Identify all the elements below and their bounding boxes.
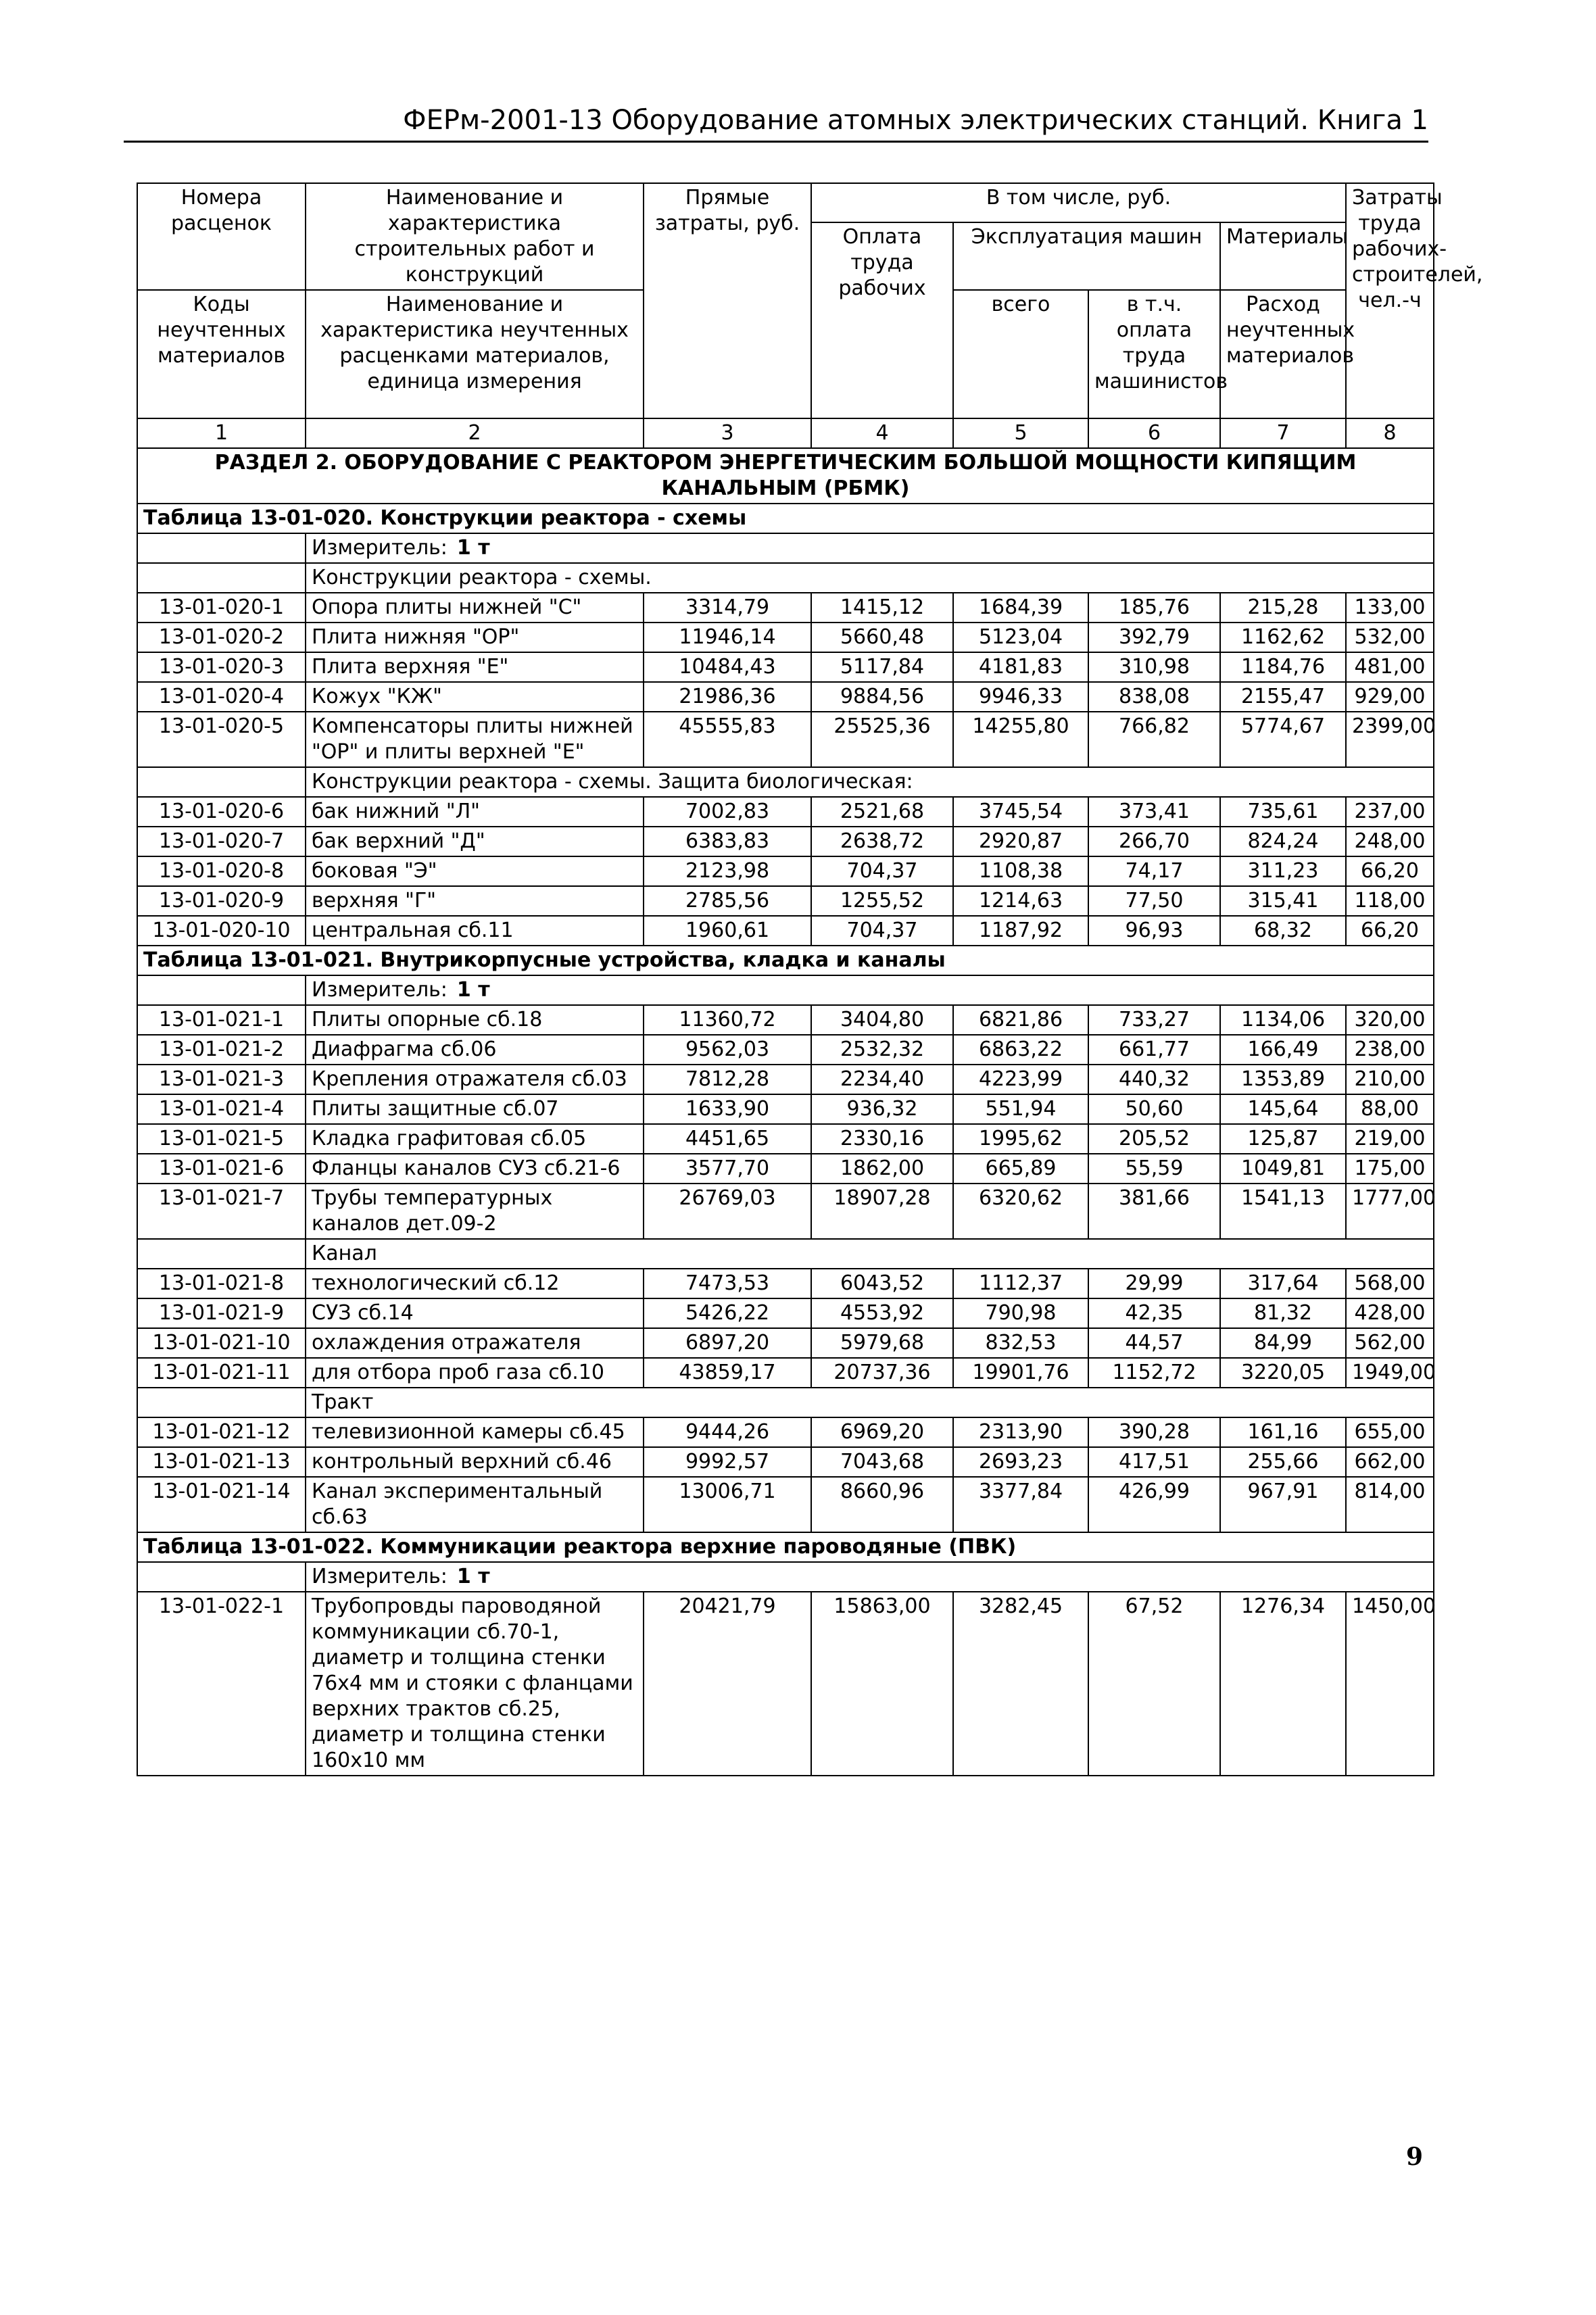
col-header-material-codes: Коды неучтенных материалов — [137, 290, 306, 418]
cell-wages: 1415,12 — [811, 593, 953, 623]
cell-work-name: Кожух "КЖ" — [306, 682, 644, 712]
cell-wages: 1862,00 — [811, 1154, 953, 1184]
cell-work-name: Опора плиты нижней "С" — [306, 593, 644, 623]
cell-machines-total: 1108,38 — [953, 856, 1088, 886]
cell-machines-total: 3282,45 — [953, 1592, 1088, 1776]
col-header-operator-wages: в т.ч. оплата труда машинистов — [1088, 290, 1220, 418]
cell-wages: 2330,16 — [811, 1124, 953, 1154]
cell-machines-total: 1187,92 — [953, 916, 1088, 946]
cell-machines-total: 3745,54 — [953, 797, 1088, 827]
cell-wages: 4553,92 — [811, 1298, 953, 1328]
cell-operator-wages: 426,99 — [1088, 1477, 1220, 1532]
cell-materials: 824,24 — [1220, 827, 1346, 856]
meter-label: Измеритель: — [312, 978, 448, 1002]
cell-direct-costs: 11946,14 — [644, 623, 811, 652]
cell-rate-code: 13-01-020-4 — [137, 682, 306, 712]
cell-labor: 133,00 — [1346, 593, 1434, 623]
group-label: Канал — [306, 1239, 1434, 1269]
cell-labor: 248,00 — [1346, 827, 1434, 856]
cell-work-name: телевизионной камеры сб.45 — [306, 1417, 644, 1447]
cell-work-name: охлаждения отражателя — [306, 1328, 644, 1358]
col-header-direct-costs: Прямые затраты, руб. — [644, 183, 811, 418]
cell-wages: 704,37 — [811, 856, 953, 886]
cell-work-name: Плиты опорные сб.18 — [306, 1005, 644, 1035]
table-title: Таблица 13-01-022. Коммуникации реактора верхние пароводяные (ПВК) — [137, 1532, 1434, 1562]
cell-rate-code: 13-01-021-8 — [137, 1269, 306, 1298]
group-label: Конструкции реактора - схемы. — [306, 563, 1434, 593]
cell-operator-wages: 733,27 — [1088, 1005, 1220, 1035]
cell-operator-wages: 381,66 — [1088, 1184, 1220, 1239]
table-row — [137, 652, 1434, 682]
cell-work-name: Трубы температурных каналов дет.09-2 — [306, 1184, 644, 1239]
cell-materials: 68,32 — [1220, 916, 1346, 946]
table-row — [137, 1592, 1434, 1776]
table-row — [137, 1035, 1434, 1065]
cell-wages: 6969,20 — [811, 1417, 953, 1447]
cell-wages: 704,37 — [811, 916, 953, 946]
cell-operator-wages: 185,76 — [1088, 593, 1220, 623]
cell-machines-total: 4181,83 — [953, 652, 1088, 682]
cell-wages: 2638,72 — [811, 827, 953, 856]
table-row — [137, 1417, 1434, 1447]
cell-direct-costs: 3314,79 — [644, 593, 811, 623]
meter-cell — [306, 975, 1434, 1005]
group-spacer — [137, 1239, 306, 1269]
meter-label: Измеритель: — [312, 536, 448, 560]
cell-labor: 1777,00 — [1346, 1184, 1434, 1239]
meter-cell — [306, 1562, 1434, 1592]
cell-direct-costs: 9562,03 — [644, 1035, 811, 1065]
cell-materials: 1353,89 — [1220, 1065, 1346, 1094]
cell-rate-code: 13-01-021-4 — [137, 1094, 306, 1124]
group-spacer — [137, 767, 306, 797]
cell-labor: 219,00 — [1346, 1124, 1434, 1154]
group-label: Тракт — [306, 1388, 1434, 1417]
cell-materials: 84,99 — [1220, 1328, 1346, 1358]
cell-rate-code: 13-01-020-6 — [137, 797, 306, 827]
cell-rate-code: 13-01-021-14 — [137, 1477, 306, 1532]
cell-materials: 1162,62 — [1220, 623, 1346, 652]
cell-labor: 662,00 — [1346, 1447, 1434, 1477]
cell-machines-total: 790,98 — [953, 1298, 1088, 1328]
meter-label: Измеритель: — [312, 1565, 448, 1588]
col-header-materials: Материалы — [1220, 222, 1346, 290]
table-row — [137, 1184, 1434, 1239]
cell-operator-wages: 838,08 — [1088, 682, 1220, 712]
cell-direct-costs: 7473,53 — [644, 1269, 811, 1298]
cell-direct-costs: 10484,43 — [644, 652, 811, 682]
cell-labor: 568,00 — [1346, 1269, 1434, 1298]
cell-materials: 3220,05 — [1220, 1358, 1346, 1388]
cell-machines-total: 2920,87 — [953, 827, 1088, 856]
cell-rate-code: 13-01-021-1 — [137, 1005, 306, 1035]
cell-labor: 428,00 — [1346, 1298, 1434, 1328]
column-number: 5 — [953, 418, 1088, 448]
cell-operator-wages: 55,59 — [1088, 1154, 1220, 1184]
meter-spacer — [137, 1562, 306, 1592]
cell-operator-wages: 392,79 — [1088, 623, 1220, 652]
col-header-wages: Оплата труда рабочих — [811, 222, 953, 418]
cell-work-name: Плита верхняя "Е" — [306, 652, 644, 682]
meter-unit: 1 т — [456, 536, 490, 560]
cell-machines-total: 6821,86 — [953, 1005, 1088, 1035]
cell-rate-code: 13-01-021-9 — [137, 1298, 306, 1328]
cell-labor: 66,20 — [1346, 856, 1434, 886]
cell-operator-wages: 417,51 — [1088, 1447, 1220, 1477]
cell-direct-costs: 6897,20 — [644, 1328, 811, 1358]
cell-work-name: Диафрагма сб.06 — [306, 1035, 644, 1065]
cell-wages: 2234,40 — [811, 1065, 953, 1094]
cell-operator-wages: 373,41 — [1088, 797, 1220, 827]
meter-spacer — [137, 975, 306, 1005]
cell-direct-costs: 7812,28 — [644, 1065, 811, 1094]
cell-machines-total: 665,89 — [953, 1154, 1088, 1184]
col-header-rate-numbers: Номера расценок — [137, 183, 306, 290]
cell-rate-code: 13-01-021-3 — [137, 1065, 306, 1094]
cell-labor: 237,00 — [1346, 797, 1434, 827]
col-header-material-name: Наименование и характеристика неучтенных расценками материалов, единица измерения — [306, 290, 644, 418]
cell-materials: 5774,67 — [1220, 712, 1346, 767]
cell-wages: 936,32 — [811, 1094, 953, 1124]
cell-materials: 255,66 — [1220, 1447, 1346, 1477]
cell-machines-total: 1214,63 — [953, 886, 1088, 916]
cell-machines-total: 1995,62 — [953, 1124, 1088, 1154]
cell-operator-wages: 440,32 — [1088, 1065, 1220, 1094]
table-row — [137, 1298, 1434, 1328]
cell-direct-costs: 2123,98 — [644, 856, 811, 886]
table-row — [137, 886, 1434, 916]
cell-materials: 317,64 — [1220, 1269, 1346, 1298]
cell-operator-wages: 42,35 — [1088, 1298, 1220, 1328]
group-row — [137, 563, 1434, 593]
table-row — [137, 1447, 1434, 1477]
table-row — [137, 1154, 1434, 1184]
meter-row — [137, 975, 1434, 1005]
cell-direct-costs: 1633,90 — [644, 1094, 811, 1124]
cell-direct-costs: 3577,70 — [644, 1154, 811, 1184]
cell-direct-costs: 7002,83 — [644, 797, 811, 827]
cell-work-name: бак нижний "Л" — [306, 797, 644, 827]
cell-operator-wages: 29,99 — [1088, 1269, 1220, 1298]
cell-operator-wages: 44,57 — [1088, 1328, 1220, 1358]
cell-materials: 161,16 — [1220, 1417, 1346, 1447]
cell-work-name: Компенсаторы плиты нижней "ОР" и плиты верхней "Е" — [306, 712, 644, 767]
col-header-labor: Затраты труда рабочих-строителей, чел.-ч — [1346, 183, 1434, 418]
table-title-row — [137, 504, 1434, 533]
table-row — [137, 712, 1434, 767]
group-row — [137, 1388, 1434, 1417]
table-row — [137, 1269, 1434, 1298]
cell-work-name: Трубопровды пароводяной коммуникации сб.70-1, диаметр и толщина стенки 76х4 мм и стояки с фланцами верхних трактов сб.25, диаметр и толщина стенки 160х10 мм — [306, 1592, 644, 1776]
column-number: 4 — [811, 418, 953, 448]
cell-materials: 215,28 — [1220, 593, 1346, 623]
cell-work-name: бак верхний "Д" — [306, 827, 644, 856]
table-row — [137, 1477, 1434, 1532]
cell-wages: 8660,96 — [811, 1477, 953, 1532]
cell-labor: 66,20 — [1346, 916, 1434, 946]
cell-direct-costs: 4451,65 — [644, 1124, 811, 1154]
cell-operator-wages: 67,52 — [1088, 1592, 1220, 1776]
table-row — [137, 1005, 1434, 1035]
cell-labor: 118,00 — [1346, 886, 1434, 916]
cell-materials: 1541,13 — [1220, 1184, 1346, 1239]
meter-spacer — [137, 533, 306, 563]
meter-row — [137, 533, 1434, 563]
cell-labor: 1450,00 — [1346, 1592, 1434, 1776]
cell-work-name: технологический сб.12 — [306, 1269, 644, 1298]
cell-operator-wages: 74,17 — [1088, 856, 1220, 886]
price-table — [137, 182, 1483, 1776]
section-title: РАЗДЕЛ 2. ОБОРУДОВАНИЕ С РЕАКТОРОМ ЭНЕРГЕТИЧЕСКИМ БОЛЬШОЙ МОЩНОСТИ КИПЯЩИМ КАНАЛЬНЫМ (РБМК) — [137, 448, 1434, 504]
cell-rate-code: 13-01-020-9 — [137, 886, 306, 916]
cell-wages: 2532,32 — [811, 1035, 953, 1065]
cell-wages: 25525,36 — [811, 712, 953, 767]
table-row — [137, 1328, 1434, 1358]
table-row — [137, 1094, 1434, 1124]
cell-direct-costs: 6383,83 — [644, 827, 811, 856]
group-row — [137, 767, 1434, 797]
column-number: 6 — [1088, 418, 1220, 448]
table-row — [137, 797, 1434, 827]
cell-rate-code: 13-01-021-11 — [137, 1358, 306, 1388]
cell-labor: 532,00 — [1346, 623, 1434, 652]
cell-work-name: центральная сб.11 — [306, 916, 644, 946]
cell-direct-costs: 26769,03 — [644, 1184, 811, 1239]
cell-rate-code: 13-01-021-2 — [137, 1035, 306, 1065]
cell-rate-code: 13-01-022-1 — [137, 1592, 306, 1776]
cell-labor: 88,00 — [1346, 1094, 1434, 1124]
cell-work-name: контрольный верхний сб.46 — [306, 1447, 644, 1477]
column-number: 1 — [137, 418, 306, 448]
cell-wages: 3404,80 — [811, 1005, 953, 1035]
cell-machines-total: 1112,37 — [953, 1269, 1088, 1298]
cell-direct-costs: 2785,56 — [644, 886, 811, 916]
cell-direct-costs: 43859,17 — [644, 1358, 811, 1388]
cell-direct-costs: 9444,26 — [644, 1417, 811, 1447]
cell-wages: 15863,00 — [811, 1592, 953, 1776]
cell-labor: 655,00 — [1346, 1417, 1434, 1447]
table-row — [137, 827, 1434, 856]
cell-operator-wages: 205,52 — [1088, 1124, 1220, 1154]
cell-direct-costs: 21986,36 — [644, 682, 811, 712]
column-number: 7 — [1220, 418, 1346, 448]
cell-materials: 166,49 — [1220, 1035, 1346, 1065]
cell-materials: 735,61 — [1220, 797, 1346, 827]
cell-labor: 562,00 — [1346, 1328, 1434, 1358]
column-numbers-row — [137, 418, 1434, 448]
cell-wages: 7043,68 — [811, 1447, 953, 1477]
column-number: 2 — [306, 418, 644, 448]
table-row — [137, 623, 1434, 652]
column-number: 3 — [644, 418, 811, 448]
cell-materials: 1134,06 — [1220, 1005, 1346, 1035]
cell-labor: 481,00 — [1346, 652, 1434, 682]
group-spacer — [137, 1388, 306, 1417]
cell-materials: 1184,76 — [1220, 652, 1346, 682]
cell-materials: 1049,81 — [1220, 1154, 1346, 1184]
table-title-row — [137, 946, 1434, 975]
cell-rate-code: 13-01-021-6 — [137, 1154, 306, 1184]
meter-unit: 1 т — [456, 978, 490, 1002]
page-header: ФЕРм-2001-13 Оборудование атомных электрических станций. Книга 1 — [124, 103, 1428, 143]
table-row — [137, 856, 1434, 886]
cell-operator-wages: 390,28 — [1088, 1417, 1220, 1447]
cell-work-name: верхняя "Г" — [306, 886, 644, 916]
cell-machines-total: 4223,99 — [953, 1065, 1088, 1094]
col-header-machines-total: всего — [953, 290, 1088, 418]
cell-labor: 929,00 — [1346, 682, 1434, 712]
cell-operator-wages: 266,70 — [1088, 827, 1220, 856]
cell-operator-wages: 77,50 — [1088, 886, 1220, 916]
table-title-row — [137, 1532, 1434, 1562]
cell-machines-total: 9946,33 — [953, 682, 1088, 712]
cell-direct-costs: 45555,83 — [644, 712, 811, 767]
cell-direct-costs: 20421,79 — [644, 1592, 811, 1776]
cell-work-name: боковая "Э" — [306, 856, 644, 886]
cell-operator-wages: 1152,72 — [1088, 1358, 1220, 1388]
cell-wages: 5979,68 — [811, 1328, 953, 1358]
cell-work-name: Плита нижняя "ОР" — [306, 623, 644, 652]
cell-work-name: СУЗ сб.14 — [306, 1298, 644, 1328]
cell-labor: 2399,00 — [1346, 712, 1434, 767]
cell-rate-code: 13-01-021-10 — [137, 1328, 306, 1358]
meter-cell — [306, 533, 1434, 563]
cell-operator-wages: 310,98 — [1088, 652, 1220, 682]
cell-rate-code: 13-01-020-3 — [137, 652, 306, 682]
col-header-material-use: Расход неучтенных материалов — [1220, 290, 1346, 418]
cell-machines-total: 2693,23 — [953, 1447, 1088, 1477]
cell-materials: 1276,34 — [1220, 1592, 1346, 1776]
cell-materials: 2155,47 — [1220, 682, 1346, 712]
cell-work-name: Канал экспериментальный сб.63 — [306, 1477, 644, 1532]
col-header-work-name: Наименование и характеристика строительных работ и конструкций — [306, 183, 644, 290]
cell-work-name: Крепления отражателя сб.03 — [306, 1065, 644, 1094]
cell-machines-total: 19901,76 — [953, 1358, 1088, 1388]
cell-operator-wages: 50,60 — [1088, 1094, 1220, 1124]
cell-wages: 2521,68 — [811, 797, 953, 827]
cell-machines-total: 1684,39 — [953, 593, 1088, 623]
cell-labor: 814,00 — [1346, 1477, 1434, 1532]
cell-wages: 20737,36 — [811, 1358, 953, 1388]
cell-wages: 5660,48 — [811, 623, 953, 652]
col-header-including: В том числе, руб. — [811, 183, 1346, 222]
meter-row — [137, 1562, 1434, 1592]
cell-direct-costs: 5426,22 — [644, 1298, 811, 1328]
cell-machines-total: 6320,62 — [953, 1184, 1088, 1239]
col-header-machines: Эксплуатация машин — [953, 222, 1220, 290]
table-title: Таблица 13-01-020. Конструкции реактора - схемы — [137, 504, 1434, 533]
cell-wages: 18907,28 — [811, 1184, 953, 1239]
cell-rate-code: 13-01-021-13 — [137, 1447, 306, 1477]
cell-wages: 9884,56 — [811, 682, 953, 712]
cell-rate-code: 13-01-020-7 — [137, 827, 306, 856]
cell-labor: 238,00 — [1346, 1035, 1434, 1065]
cell-work-name: Кладка графитовая сб.05 — [306, 1124, 644, 1154]
table-row — [137, 682, 1434, 712]
cell-work-name: для отбора проб газа сб.10 — [306, 1358, 644, 1388]
group-spacer — [137, 563, 306, 593]
table-row — [137, 593, 1434, 623]
page-number: 9 — [1406, 2143, 1424, 2171]
cell-operator-wages: 766,82 — [1088, 712, 1220, 767]
cell-rate-code: 13-01-021-7 — [137, 1184, 306, 1239]
cell-direct-costs: 11360,72 — [644, 1005, 811, 1035]
group-label: Конструкции реактора - схемы. Защита биологическая: — [306, 767, 1434, 797]
cell-wages: 1255,52 — [811, 886, 953, 916]
cell-direct-costs: 13006,71 — [644, 1477, 811, 1532]
cell-materials: 311,23 — [1220, 856, 1346, 886]
table-title: Таблица 13-01-021. Внутрикорпусные устройства, кладка и каналы — [137, 946, 1434, 975]
cell-direct-costs: 1960,61 — [644, 916, 811, 946]
cell-labor: 210,00 — [1346, 1065, 1434, 1094]
cell-materials: 81,32 — [1220, 1298, 1346, 1328]
cell-work-name: Фланцы каналов СУЗ сб.21-6 — [306, 1154, 644, 1184]
cell-rate-code: 13-01-021-5 — [137, 1124, 306, 1154]
cell-labor: 1949,00 — [1346, 1358, 1434, 1388]
cell-machines-total: 5123,04 — [953, 623, 1088, 652]
cell-rate-code: 13-01-020-10 — [137, 916, 306, 946]
cell-rate-code: 13-01-020-2 — [137, 623, 306, 652]
table-row — [137, 1358, 1434, 1388]
cell-rate-code: 13-01-021-12 — [137, 1417, 306, 1447]
table-row — [137, 1065, 1434, 1094]
cell-machines-total: 6863,22 — [953, 1035, 1088, 1065]
cell-machines-total: 551,94 — [953, 1094, 1088, 1124]
cell-work-name: Плиты защитные сб.07 — [306, 1094, 644, 1124]
cell-rate-code: 13-01-020-1 — [137, 593, 306, 623]
cell-materials: 145,64 — [1220, 1094, 1346, 1124]
cell-materials: 315,41 — [1220, 886, 1346, 916]
cell-rate-code: 13-01-020-8 — [137, 856, 306, 886]
cell-operator-wages: 661,77 — [1088, 1035, 1220, 1065]
cell-machines-total: 3377,84 — [953, 1477, 1088, 1532]
cell-rate-code: 13-01-020-5 — [137, 712, 306, 767]
cell-machines-total: 14255,80 — [953, 712, 1088, 767]
cell-labor: 320,00 — [1346, 1005, 1434, 1035]
cell-labor: 175,00 — [1346, 1154, 1434, 1184]
cell-machines-total: 2313,90 — [953, 1417, 1088, 1447]
meter-unit: 1 т — [456, 1565, 490, 1588]
cell-operator-wages: 96,93 — [1088, 916, 1220, 946]
table-row — [137, 1124, 1434, 1154]
cell-wages: 6043,52 — [811, 1269, 953, 1298]
group-row — [137, 1239, 1434, 1269]
cell-wages: 5117,84 — [811, 652, 953, 682]
cell-materials: 125,87 — [1220, 1124, 1346, 1154]
cell-machines-total: 832,53 — [953, 1328, 1088, 1358]
cell-direct-costs: 9992,57 — [644, 1447, 811, 1477]
cell-materials: 967,91 — [1220, 1477, 1346, 1532]
column-number: 8 — [1346, 418, 1434, 448]
table-row — [137, 916, 1434, 946]
